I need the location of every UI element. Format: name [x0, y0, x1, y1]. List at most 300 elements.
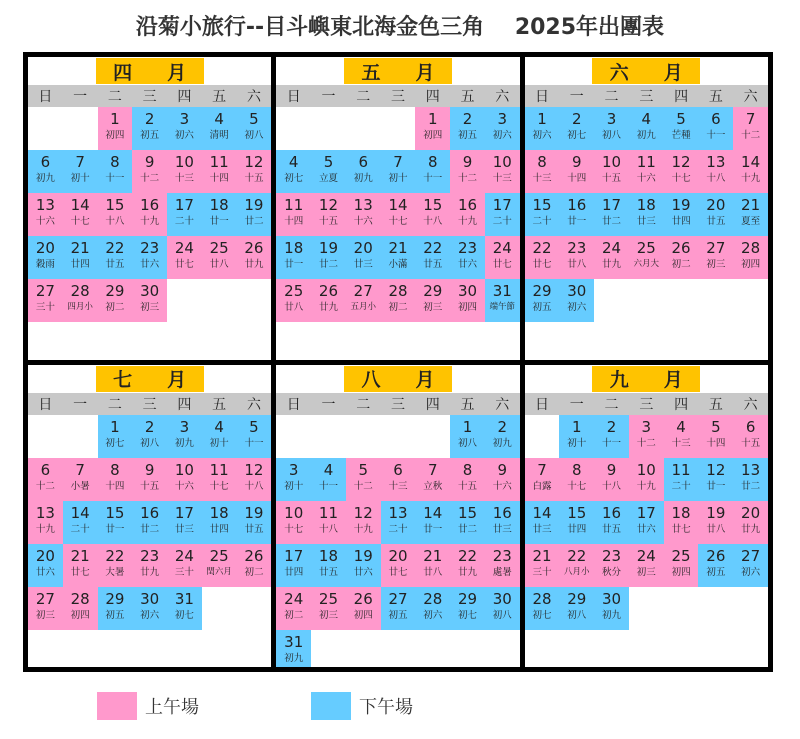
- day-cell-morning[interactable]: [202, 236, 237, 279]
- day-cell-afternoon[interactable]: [276, 544, 311, 587]
- weekday-label: 一: [73, 396, 88, 413]
- day-cell-afternoon[interactable]: [664, 193, 699, 236]
- legend-afternoon: [311, 691, 413, 721]
- day-cell-morning[interactable]: [132, 150, 167, 193]
- day-cell-afternoon[interactable]: [629, 193, 664, 236]
- day-cell-afternoon[interactable]: [559, 415, 594, 458]
- weekday-row: [276, 393, 519, 415]
- day-cell-afternoon[interactable]: [450, 107, 485, 150]
- day-cell-morning[interactable]: [525, 544, 560, 587]
- day-cell-morning[interactable]: [415, 458, 450, 501]
- day-cell-morning[interactable]: [167, 236, 202, 279]
- day-cell-afternoon[interactable]: [237, 107, 272, 150]
- day-number: 6: [40, 460, 51, 479]
- lunar-date: 十六: [353, 216, 373, 227]
- day-cell-morning[interactable]: [594, 544, 629, 587]
- day-cell-afternoon[interactable]: [559, 193, 594, 236]
- day-number: 29: [457, 589, 478, 608]
- lunar-date: 廿三: [353, 259, 373, 270]
- lunar-date: 十六: [636, 173, 656, 184]
- day-cell-afternoon[interactable]: [28, 150, 63, 193]
- month-header: [525, 365, 768, 393]
- lunar-date: 初七: [105, 437, 125, 449]
- day-cell-afternoon[interactable]: [485, 107, 520, 150]
- day-cell-afternoon[interactable]: [132, 236, 167, 279]
- day-number: 18: [209, 503, 229, 522]
- day-cell-morning[interactable]: [698, 501, 733, 544]
- day-cell-morning[interactable]: [664, 544, 699, 587]
- month-panel: [276, 365, 519, 668]
- day-cell-morning[interactable]: [202, 458, 237, 501]
- day-cell-morning[interactable]: [415, 107, 450, 150]
- day-cell-afternoon[interactable]: [381, 587, 416, 630]
- day-cell-afternoon[interactable]: [167, 501, 202, 544]
- day-cell-afternoon[interactable]: [28, 544, 63, 587]
- lunar-date: 十六: [492, 480, 512, 492]
- day-cell-morning[interactable]: [485, 150, 520, 193]
- lunar-date: 初六: [492, 130, 512, 141]
- weekday-label: 日: [535, 89, 550, 105]
- day-cell-morning[interactable]: [167, 458, 202, 501]
- month-title: [592, 366, 700, 392]
- day-number: 15: [105, 503, 125, 522]
- day-cell-afternoon[interactable]: [415, 587, 450, 630]
- day-cell-afternoon[interactable]: [450, 415, 485, 458]
- day-number: 4: [214, 110, 224, 128]
- day-cell-morning[interactable]: [346, 501, 381, 544]
- month-title-char: 九: [609, 369, 629, 391]
- day-cell-afternoon[interactable]: [664, 458, 699, 501]
- day-cell-morning[interactable]: [98, 193, 133, 236]
- day-cell-afternoon[interactable]: [594, 587, 629, 630]
- day-number: 2: [462, 110, 473, 128]
- day-cell-morning[interactable]: [450, 279, 485, 322]
- day-number: 5: [249, 417, 259, 436]
- day-cell-morning[interactable]: [525, 150, 560, 193]
- day-cell-afternoon[interactable]: [132, 107, 167, 150]
- day-number: 28: [423, 589, 443, 608]
- lunar-date: 廿五: [423, 259, 443, 270]
- day-cell-afternoon[interactable]: [276, 150, 311, 193]
- day-cell-afternoon[interactable]: [98, 415, 133, 458]
- day-number: 20: [706, 196, 726, 214]
- lunar-date: 十一: [706, 130, 726, 141]
- lunar-date: 十八: [423, 216, 443, 227]
- lunar-date: 廿九: [741, 523, 761, 535]
- day-cell-afternoon[interactable]: [63, 501, 98, 544]
- day-cell-morning[interactable]: [381, 544, 416, 587]
- day-cell-afternoon[interactable]: [132, 587, 167, 630]
- lunar-date: 十五: [140, 480, 160, 492]
- day-cell-afternoon[interactable]: [98, 501, 133, 544]
- day-cell-morning[interactable]: [629, 458, 664, 501]
- day-cell-morning[interactable]: [276, 279, 311, 322]
- day-number: 21: [70, 546, 90, 565]
- day-cell-morning[interactable]: [63, 587, 98, 630]
- day-number: 27: [353, 282, 373, 300]
- day-number: 19: [671, 196, 691, 214]
- lunar-date: 廿五: [602, 523, 622, 535]
- lunar-date: 廿四: [567, 523, 587, 535]
- day-cell-morning[interactable]: [559, 236, 594, 279]
- day-cell-afternoon[interactable]: [698, 544, 733, 587]
- day-cell-afternoon[interactable]: [629, 107, 664, 150]
- day-cell-morning[interactable]: [525, 458, 560, 501]
- day-cell-morning[interactable]: [415, 279, 450, 322]
- day-cell-morning[interactable]: [311, 587, 346, 630]
- lunar-date: 十七: [70, 216, 90, 227]
- weekday-label: 一: [321, 396, 336, 413]
- day-cell-morning[interactable]: [28, 458, 63, 501]
- day-cell-morning[interactable]: [733, 415, 768, 458]
- day-cell-morning[interactable]: [664, 150, 699, 193]
- day-number: 17: [284, 546, 304, 565]
- day-cell-morning[interactable]: [167, 544, 202, 587]
- lunar-date: 廿七: [70, 566, 90, 578]
- day-cell-afternoon[interactable]: [276, 630, 311, 668]
- lunar-date: 初九: [174, 437, 194, 449]
- day-cell-afternoon[interactable]: [167, 193, 202, 236]
- day-number: 20: [35, 546, 55, 565]
- day-number: 1: [537, 110, 547, 128]
- day-cell-morning[interactable]: [381, 279, 416, 322]
- day-cell-afternoon[interactable]: [415, 501, 450, 544]
- day-cell-afternoon[interactable]: [594, 193, 629, 236]
- day-cell-morning[interactable]: [450, 193, 485, 236]
- day-cell-morning[interactable]: [28, 279, 63, 322]
- day-cell-morning[interactable]: [559, 150, 594, 193]
- day-cell-morning[interactable]: [415, 544, 450, 587]
- day-number: 25: [284, 282, 304, 300]
- day-number: 18: [318, 546, 338, 565]
- weekday-label: 二: [107, 396, 122, 413]
- day-number: 22: [532, 239, 552, 257]
- lunar-date: 初十: [70, 173, 90, 184]
- day-cell-morning[interactable]: [132, 279, 167, 322]
- lunar-date: 六月大: [633, 259, 660, 269]
- day-cell-afternoon[interactable]: [525, 501, 560, 544]
- day-cell-morning[interactable]: [346, 458, 381, 501]
- day-cell-afternoon[interactable]: [698, 107, 733, 150]
- day-cell-morning[interactable]: [28, 587, 63, 630]
- lunar-date: 廿五: [244, 523, 264, 535]
- day-cell-morning[interactable]: [98, 458, 133, 501]
- day-cell-afternoon[interactable]: [485, 415, 520, 458]
- lunar-date: 十一: [105, 173, 125, 184]
- day-number: 10: [174, 153, 194, 171]
- day-cell-morning[interactable]: [346, 279, 381, 322]
- day-cell-afternoon[interactable]: [559, 107, 594, 150]
- day-cell-morning[interactable]: [311, 193, 346, 236]
- day-cell-afternoon[interactable]: [485, 193, 520, 236]
- day-cell-morning[interactable]: [132, 458, 167, 501]
- lunar-date: 廿九: [244, 259, 264, 270]
- day-cell-morning[interactable]: [525, 236, 560, 279]
- day-cell-afternoon[interactable]: [346, 236, 381, 279]
- lunar-date: 初七: [284, 173, 304, 184]
- day-cell-afternoon[interactable]: [237, 193, 272, 236]
- day-cell-afternoon[interactable]: [594, 501, 629, 544]
- day-cell-afternoon[interactable]: [311, 150, 346, 193]
- day-cell-afternoon[interactable]: [132, 501, 167, 544]
- day-cell-morning[interactable]: [276, 193, 311, 236]
- day-number: 4: [288, 153, 299, 171]
- day-cell-morning[interactable]: [276, 501, 311, 544]
- day-cell-morning[interactable]: [485, 544, 520, 587]
- day-cell-morning[interactable]: [733, 501, 768, 544]
- lunar-date: 二十: [388, 523, 408, 535]
- weekday-row: [276, 85, 519, 107]
- day-cell-morning[interactable]: [202, 150, 237, 193]
- day-cell-morning[interactable]: [664, 415, 699, 458]
- day-cell-afternoon[interactable]: [733, 193, 768, 236]
- empty-cell: [346, 107, 381, 150]
- day-number: 12: [706, 460, 726, 479]
- day-number: 28: [388, 282, 408, 300]
- day-number: 8: [537, 153, 547, 171]
- day-cell-afternoon[interactable]: [202, 193, 237, 236]
- day-cell-morning[interactable]: [664, 501, 699, 544]
- day-cell-afternoon[interactable]: [98, 150, 133, 193]
- day-cell-morning[interactable]: [346, 587, 381, 630]
- day-cell-morning[interactable]: [594, 458, 629, 501]
- day-number: 22: [105, 239, 125, 257]
- day-number: 16: [140, 196, 160, 214]
- day-cell-morning[interactable]: [63, 193, 98, 236]
- lunar-date: 初七: [567, 130, 587, 141]
- day-cell-morning[interactable]: [237, 458, 272, 501]
- day-cell-afternoon[interactable]: [132, 415, 167, 458]
- month-title-char: 六: [609, 61, 629, 84]
- day-cell-afternoon[interactable]: [525, 587, 560, 630]
- day-cell-afternoon[interactable]: [276, 236, 311, 279]
- day-cell-afternoon[interactable]: [311, 236, 346, 279]
- day-cell-morning[interactable]: [237, 236, 272, 279]
- lunar-date: 十六: [35, 216, 55, 227]
- day-number: 6: [745, 417, 756, 436]
- lunar-date: 三十: [174, 566, 194, 578]
- day-cell-morning[interactable]: [28, 193, 63, 236]
- day-cell-morning[interactable]: [733, 150, 768, 193]
- lunar-date: 十一: [318, 480, 338, 492]
- lunar-date: 閏六月: [206, 566, 232, 577]
- day-number: 30: [140, 589, 160, 608]
- day-cell-morning[interactable]: [276, 587, 311, 630]
- day-cell-morning[interactable]: [733, 107, 768, 150]
- day-cell-morning[interactable]: [346, 193, 381, 236]
- month-title-char: 月: [663, 369, 683, 391]
- day-cell-afternoon[interactable]: [559, 501, 594, 544]
- lunar-date: 廿六: [636, 523, 656, 535]
- day-cell-morning[interactable]: [237, 544, 272, 587]
- day-cell-morning[interactable]: [485, 236, 520, 279]
- day-cell-afternoon[interactable]: [311, 458, 346, 501]
- day-cell-morning[interactable]: [629, 415, 664, 458]
- day-cell-afternoon[interactable]: [525, 193, 560, 236]
- day-cell-afternoon[interactable]: [167, 415, 202, 458]
- day-cell-afternoon[interactable]: [202, 415, 237, 458]
- day-number: 30: [457, 282, 478, 300]
- lunar-date: 十四: [284, 216, 304, 227]
- day-cell-afternoon[interactable]: [381, 236, 416, 279]
- lunar-date: 初二: [105, 302, 125, 313]
- day-cell-afternoon[interactable]: [98, 587, 133, 630]
- month-title-char: 月: [167, 61, 187, 84]
- day-cell-morning[interactable]: [485, 458, 520, 501]
- empty-cell: [311, 415, 346, 458]
- day-cell-afternoon[interactable]: [63, 236, 98, 279]
- day-number: 14: [70, 503, 90, 522]
- day-number: 7: [393, 153, 403, 171]
- day-cell-morning[interactable]: [381, 458, 416, 501]
- day-cell-afternoon[interactable]: [202, 107, 237, 150]
- lunar-date: 初九: [492, 437, 512, 449]
- day-cell-morning[interactable]: [381, 193, 416, 236]
- day-number: 12: [244, 153, 264, 171]
- day-number: 5: [711, 417, 721, 436]
- lunar-date: 廿一: [567, 216, 587, 227]
- day-cell-morning[interactable]: [28, 501, 63, 544]
- day-cell-afternoon[interactable]: [450, 587, 485, 630]
- day-cell-afternoon[interactable]: [733, 458, 768, 501]
- day-number: 18: [636, 196, 656, 214]
- day-cell-afternoon[interactable]: [98, 236, 133, 279]
- day-cell-morning[interactable]: [594, 150, 629, 193]
- day-number: 29: [532, 282, 552, 300]
- day-cell-afternoon[interactable]: [594, 415, 629, 458]
- lunar-date: 端午節: [489, 302, 516, 312]
- day-cell-morning[interactable]: [450, 150, 485, 193]
- day-cell-morning[interactable]: [167, 150, 202, 193]
- day-number: 7: [75, 153, 85, 171]
- day-cell-afternoon[interactable]: [450, 501, 485, 544]
- day-cell-afternoon[interactable]: [415, 236, 450, 279]
- day-cell-morning[interactable]: [698, 415, 733, 458]
- day-cell-afternoon[interactable]: [664, 107, 699, 150]
- month-title: [592, 58, 700, 84]
- day-cell-morning[interactable]: [63, 544, 98, 587]
- month-header: [525, 57, 768, 85]
- day-number: 11: [284, 196, 304, 214]
- day-cell-afternoon[interactable]: [698, 193, 733, 236]
- day-cell-morning[interactable]: [98, 107, 133, 150]
- lunar-date: 廿六: [35, 566, 55, 578]
- empty-cell: [63, 415, 98, 458]
- day-cell-afternoon[interactable]: [28, 236, 63, 279]
- lunar-date: 廿六: [353, 566, 373, 578]
- weekday-label: 五: [212, 89, 227, 105]
- day-cell-afternoon[interactable]: [167, 107, 202, 150]
- day-cell-morning[interactable]: [63, 279, 98, 322]
- weekday-label: 五: [460, 396, 475, 413]
- lunar-date: 二十: [671, 480, 691, 492]
- day-number: 23: [140, 546, 160, 565]
- day-cell-morning[interactable]: [698, 236, 733, 279]
- day-cell-morning[interactable]: [415, 193, 450, 236]
- day-cell-afternoon[interactable]: [346, 150, 381, 193]
- day-cell-morning[interactable]: [594, 236, 629, 279]
- day-cell-afternoon[interactable]: [485, 501, 520, 544]
- day-cell-morning[interactable]: [132, 544, 167, 587]
- day-number: 2: [572, 110, 582, 128]
- day-cell-morning[interactable]: [733, 236, 768, 279]
- month-title-char: 四: [113, 61, 133, 84]
- day-cell-afternoon[interactable]: [167, 587, 202, 630]
- day-cell-afternoon[interactable]: [63, 150, 98, 193]
- day-cell-afternoon[interactable]: [276, 458, 311, 501]
- day-cell-morning[interactable]: [629, 150, 664, 193]
- day-cell-afternoon[interactable]: [311, 544, 346, 587]
- day-cell-afternoon[interactable]: [381, 501, 416, 544]
- day-cell-morning[interactable]: [132, 193, 167, 236]
- day-number: 16: [457, 196, 478, 214]
- day-cell-morning[interactable]: [559, 458, 594, 501]
- day-cell-afternoon[interactable]: [485, 279, 520, 322]
- day-cell-afternoon[interactable]: [559, 279, 594, 322]
- lunar-date: 十八: [105, 216, 125, 227]
- day-cell-afternoon[interactable]: [485, 587, 520, 630]
- day-cell-morning[interactable]: [629, 544, 664, 587]
- day-cell-afternoon[interactable]: [415, 150, 450, 193]
- weekday-row: [28, 393, 271, 415]
- day-cell-afternoon[interactable]: [237, 415, 272, 458]
- day-cell-afternoon[interactable]: [594, 107, 629, 150]
- day-cell-afternoon[interactable]: [525, 279, 560, 322]
- day-number: 23: [602, 546, 622, 565]
- weekday-label: 六: [246, 89, 261, 105]
- day-number: 28: [741, 239, 761, 257]
- day-cell-morning[interactable]: [559, 544, 594, 587]
- day-number: 9: [606, 460, 617, 479]
- day-cell-afternoon[interactable]: [559, 587, 594, 630]
- day-cell-morning[interactable]: [311, 279, 346, 322]
- lunar-date: 廿八: [706, 523, 726, 535]
- day-cell-morning[interactable]: [698, 150, 733, 193]
- empty-cell: [28, 415, 63, 458]
- lunar-date: 十五: [244, 173, 264, 184]
- day-cell-afternoon[interactable]: [733, 544, 768, 587]
- lunar-date: 十七: [567, 480, 587, 492]
- day-cell-morning[interactable]: [98, 544, 133, 587]
- day-cell-afternoon[interactable]: [202, 501, 237, 544]
- day-cell-afternoon[interactable]: [381, 150, 416, 193]
- day-number: 17: [602, 196, 622, 214]
- day-cell-afternoon[interactable]: [450, 236, 485, 279]
- day-cell-morning[interactable]: [63, 458, 98, 501]
- day-cell-morning[interactable]: [450, 544, 485, 587]
- day-cell-morning[interactable]: [237, 150, 272, 193]
- day-number: 12: [318, 196, 338, 214]
- weekday-label: 六: [246, 396, 261, 413]
- day-cell-afternoon[interactable]: [698, 458, 733, 501]
- day-cell-afternoon[interactable]: [346, 544, 381, 587]
- day-cell-morning[interactable]: [664, 236, 699, 279]
- day-cell-morning[interactable]: [629, 236, 664, 279]
- day-number: 3: [606, 110, 617, 128]
- day-cell-afternoon[interactable]: [629, 501, 664, 544]
- day-cell-morning[interactable]: [450, 458, 485, 501]
- day-cell-morning[interactable]: [202, 544, 237, 587]
- lunar-date: 廿七: [532, 259, 552, 270]
- lunar-date: 初三: [318, 609, 338, 621]
- lunar-date: 十三: [492, 173, 512, 184]
- day-cell-afternoon[interactable]: [525, 107, 560, 150]
- lunar-date: 初六: [174, 130, 194, 141]
- day-cell-afternoon[interactable]: [237, 501, 272, 544]
- lunar-date: 初四: [458, 302, 478, 313]
- day-cell-morning[interactable]: [98, 279, 133, 322]
- day-cell-morning[interactable]: [311, 501, 346, 544]
